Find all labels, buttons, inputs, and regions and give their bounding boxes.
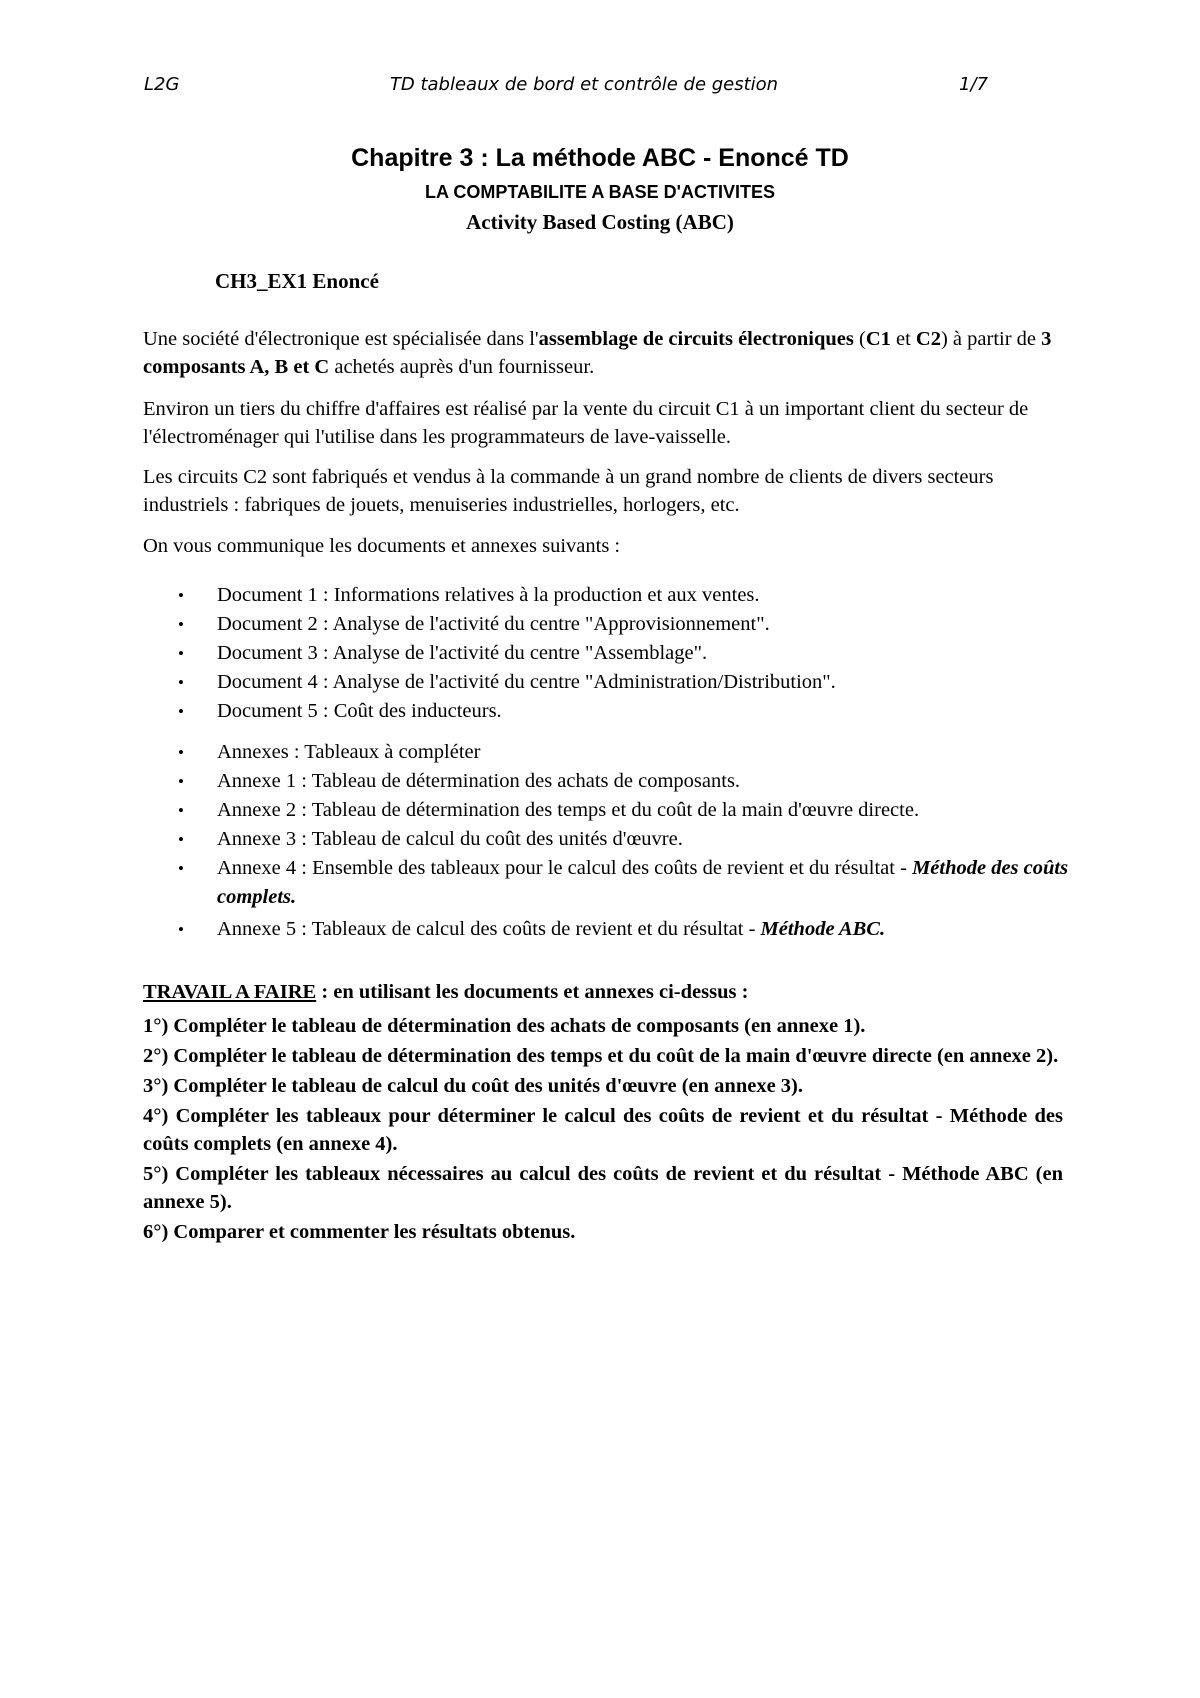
task-item: 2°) Compléter le tableau de détermination des temps et du coût de la main d'œuvre directe (en annexe 2).: [143, 1045, 1059, 1067]
paragraph-circuits: Les circuits C2 sont fabriqués et vendus à la commande à un grand nombre de clients de divers secteurs industriels : fabriques de jouets, menuiseries industrielles, horlogers, etc.: [143, 466, 994, 516]
chapter-subtitle: LA COMPTABILITE A BASE D'ACTIVITES: [425, 182, 775, 202]
list-item: • Document 2 : Analyse de l'activité du centre "Approvisionnement".: [178, 610, 1078, 639]
list-item: • Annexes : Tableaux à compléter: [178, 738, 1078, 767]
list-item: • Document 4 : Analyse de l'activité du centre "Administration/Distribution".: [178, 668, 1078, 697]
list-item: • Document 1 : Informations relatives à la production et aux ventes.: [178, 581, 1078, 610]
task-item: 1°) Compléter le tableau de détermination des achats de composants (en annexe 1).: [143, 1015, 866, 1037]
documents-list: [178, 581, 1078, 726]
list-item: • Annexe 4 : Ensemble des tableaux pour le calcul des coûts de revient et du résultat - Méthode des coûts complets.: [178, 854, 1078, 912]
header-title: TD tableaux de bord et contrôle de gestion: [389, 74, 779, 95]
list-item: • Annexe 1 : Tableau de détermination des achats de composants.: [178, 767, 1078, 796]
list-item: • Annexe 3 : Tableau de calcul du coût des unités d'œuvre.: [178, 825, 1078, 854]
task-heading: TRAVAIL A FAIRE : en utilisant les documents et annexes ci-dessus :: [143, 981, 749, 1003]
task-item: 4°) Compléter les tableaux pour déterminer le calcul des coûts de revient et du résultat - Méthode des coûts complets (en annexe 4).: [143, 1105, 1063, 1155]
task-item: 6°) Comparer et commenter les résultats obtenus.: [143, 1221, 576, 1243]
page-number: 1/7: [959, 74, 988, 95]
list-item: • Annexe 5 : Tableaux de calcul des coûts de revient et du résultat - Méthode ABC.: [178, 915, 1078, 944]
annexes-list: [178, 738, 1078, 944]
task-item: 5°) Compléter les tableaux nécessaires au calcul des coûts de revient et du résultat - Méthode ABC (en annexe 5).: [143, 1163, 1063, 1213]
exercise-title: CH3_EX1 Enoncé: [215, 269, 379, 293]
paragraph-client: Environ un tiers du chiffre d'affaires est réalisé par la vente du circuit C1 à un important client du secteur de l'électroménager qui l'utilise dans les programmateurs de lave-vaisselle.: [143, 398, 1029, 448]
page-header: [144, 74, 1024, 100]
header-course: L2G: [144, 74, 180, 95]
list-item: • Document 3 : Analyse de l'activité du centre "Assemblage".: [178, 639, 1078, 668]
chapter-subtitle-english: Activity Based Costing (ABC): [466, 210, 734, 234]
task-item: 3°) Compléter le tableau de calcul du coût des unités d'œuvre (en annexe 3).: [143, 1075, 804, 1097]
chapter-title: Chapitre 3 : La méthode ABC - Enoncé TD: [351, 144, 849, 172]
list-item: • Annexe 2 : Tableau de détermination des temps et du coût de la main d'œuvre directe.: [178, 796, 1078, 825]
task-list: [143, 1012, 1063, 1248]
paragraph-documents-intro: On vous communique les documents et annexes suivants :: [143, 535, 621, 557]
paragraph-intro: Une société d'électronique est spécialisée dans l'assemblage de circuits électroniques (C1 et C2) à partir de 3 composants A, B et C achetés auprès d'un fournisseur.: [143, 328, 1052, 378]
list-item: • Document 5 : Coût des inducteurs.: [178, 697, 1078, 726]
